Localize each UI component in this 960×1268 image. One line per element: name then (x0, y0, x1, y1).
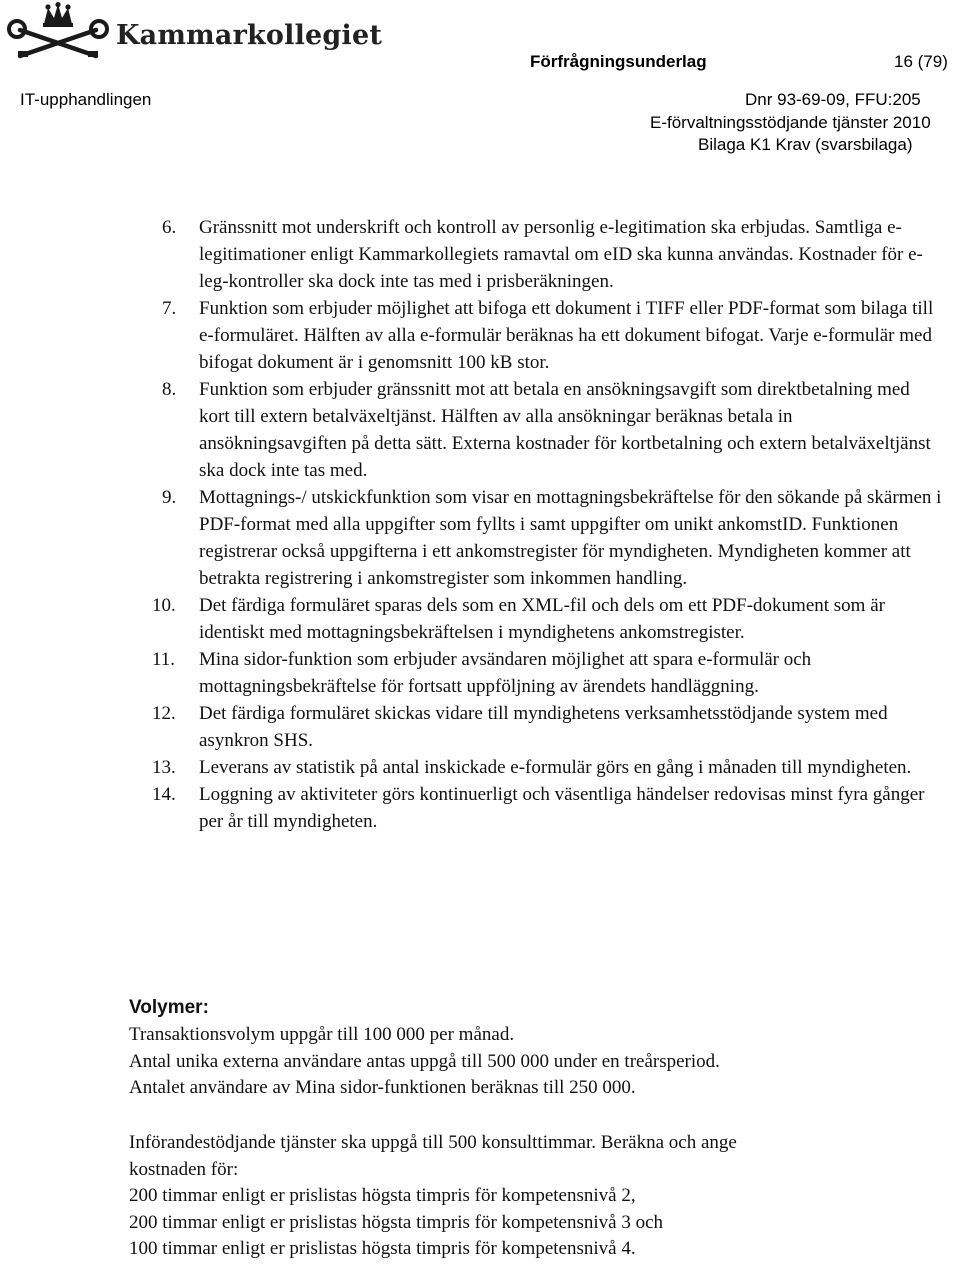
logo-wordmark: Kammarkollegiet (116, 20, 383, 51)
implementation-line: 200 timmar enligt er prislistas högsta timpris för kompetensnivå 2, (129, 1185, 636, 1206)
document-type: Förfrågningsunderlag (530, 52, 707, 71)
volume-line: Antal unika externa användare antas uppgå till 500 000 under en treårsperiod. (129, 1050, 720, 1072)
list-item: 7. Funktion som erbjuder möjlighet att bifoga ett dokument i TIFF eller PDF-format som bilaga till e-formuläret. Hälften av alla e-formulär beräknas ha ett dokument bifogat. Varje e-formulär med bifogat dokument är i genomsnitt 100 kB stor. (162, 298, 934, 373)
document-reference: Dnr 93-69-09, FFU:205 (745, 90, 921, 109)
list-item: 14. Loggning av aktiviteter görs kontinuerligt och väsentliga händelser redovisas minst fyra gånger per år till myndigheten. (152, 784, 925, 832)
volumes-heading: Volymer: (129, 997, 209, 1018)
page-number: 16 (79) (894, 52, 948, 71)
implementation-line: Införandestödjande tjänster ska uppgå till 500 konsulttimmar. Beräkna och ange (129, 1132, 737, 1153)
implementation-line: 100 timmar enligt er prislistas högsta timpris för kompetensnivå 4. (129, 1238, 636, 1259)
organization-unit: IT-upphandlingen (20, 90, 152, 109)
list-item: 11. Mina sidor-funktion som erbjuder avsändaren möjlighet att spara e-formulär och mottagningsbekräftelse för fortsatt uppföljning av ärendets handläggning. (152, 649, 812, 697)
volume-line: Antalet användare av Mina sidor-funktionen beräknas till 250 000. (129, 1077, 636, 1098)
list-item: 9. Mottagnings-/ utskickfunktion som visar en mottagningsbekräftelse för den sökande på skärmen i PDF-format med alla uppgifter som fyllts i samt uppgifter om unikt ankomstID. Funktionen registrerar också uppgifterna i ett ankomstregister för myndigheten. Myndigheten kommer att betrakta registrering i ankomstregister som inkommen handling. (162, 487, 942, 589)
requirements-list (152, 214, 942, 835)
list-item: 6. Gränssnitt mot underskrift och kontroll av personlig e-legitimation ska erbjudas. Samtliga e-legitimationer enligt Kammarkollegiets ramavtal om eID ska kunna användas. Kostnader för e-leg-kontroller ska dock inte tas med i prisberäkningen. (162, 217, 923, 292)
implementation-line: 200 timmar enligt er prislistas högsta timpris för kompetensnivå 3 och (129, 1211, 664, 1233)
list-item: 8. Funktion som erbjuder gränssnitt mot att betala en ansökningsavgift som direktbetalning med kort till extern betalväxeltjänst. Hälften av alla ansökningar beräknas betala in ansökningsavgiften på detta sätt. Externa kostnader för kortbetalning och extern betalväxeltjänst ska dock inte tas med. (162, 379, 931, 481)
list-item: 10. Det färdiga formuläret sparas dels som en XML-fil och dels om ett PDF-dokument som är identiskt med mottagningsbekräftelsen i myndighetens ankomstregister. (152, 595, 885, 643)
project-title: E-förvaltningsstödjande tjänster 2010 (650, 113, 931, 132)
list-item: 13. Leverans av statistik på antal inskickade e-formulär görs en gång i månaden till myndigheten. (152, 757, 912, 778)
appendix-title: Bilaga K1 Krav (svarsbilaga) (698, 135, 913, 154)
volume-line: Transaktionsvolym uppgår till 100 000 per månad. (129, 1024, 515, 1045)
implementation-section (129, 1130, 929, 1263)
list-item: 12. Det färdiga formuläret skickas vidare till myndighetens verksamhetsstödjande system med asynkron SHS. (152, 703, 888, 751)
implementation-line: kostnaden för: (129, 1158, 239, 1180)
volumes-section (129, 994, 929, 1102)
